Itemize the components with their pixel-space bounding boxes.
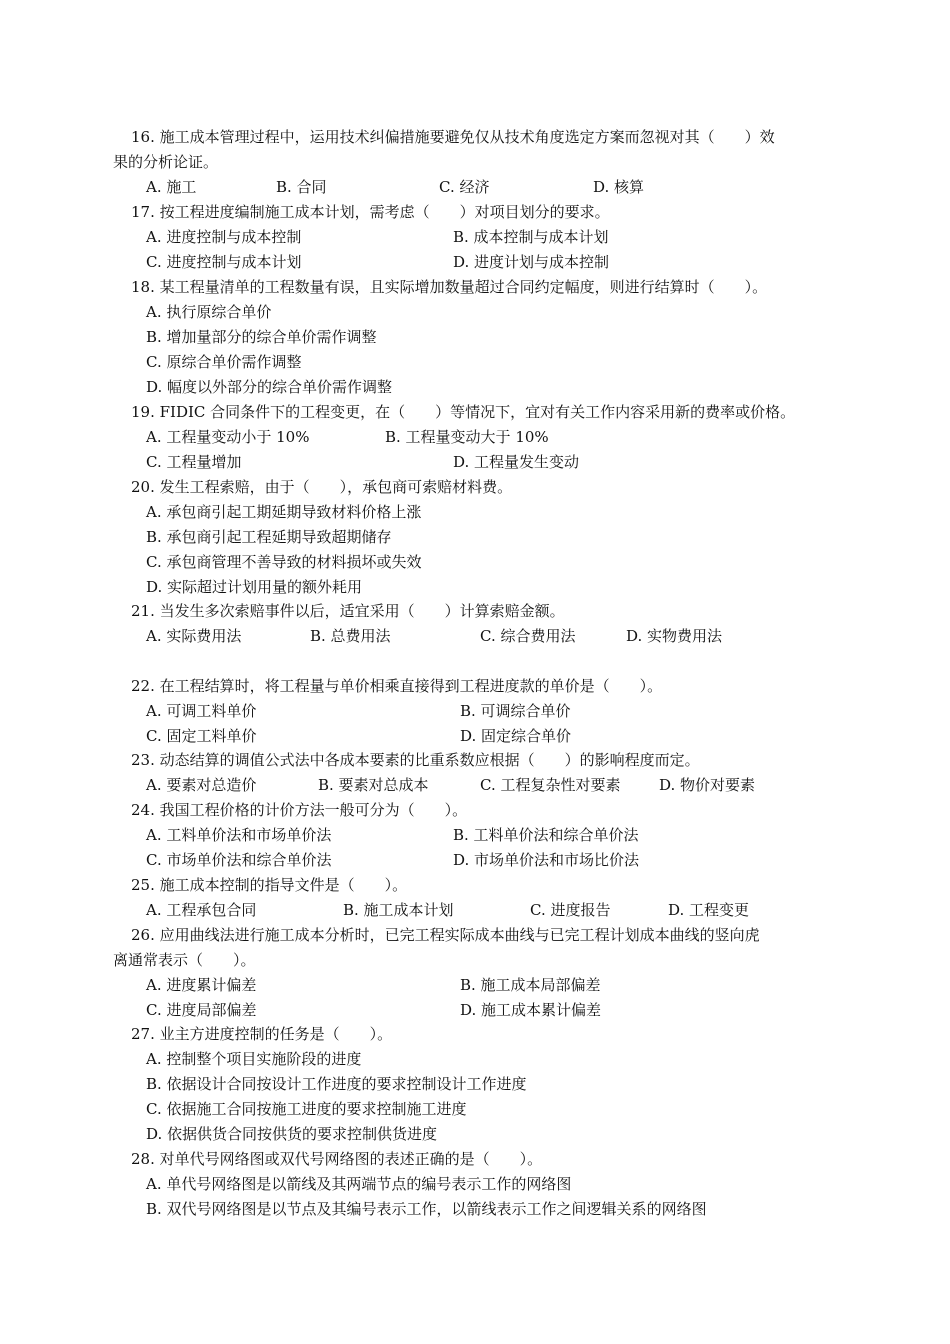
option-d: D. 工程变更	[668, 901, 750, 919]
option-b: B. 承包商引起工程延期导致超期储存	[146, 528, 392, 546]
question-stem: 26. 应用曲线法进行施工成本分析时，已完工程实际成本曲线与已完工程计划成本曲线的竖向虎	[131, 926, 760, 944]
option-a: A. 进度累计偏差	[146, 976, 257, 994]
option-c: C. 进度报告	[530, 901, 611, 919]
question-stem: 19. FIDIC 合同条件下的工程变更，在（ ）等情况下，宜对有关工作内容采用新的费率或价格。	[131, 403, 796, 421]
option-b: B. 工料单价法和综合单价法	[453, 826, 639, 844]
question-stem: 22. 在工程结算时，将工程量与单价相乘直接得到工程进度款的单价是（ ）。	[131, 677, 663, 695]
option-b: B. 成本控制与成本计划	[453, 228, 609, 246]
option-b: B. 总费用法	[310, 627, 391, 645]
option-a: A. 要素对总造价	[146, 776, 257, 794]
option-c: C. 依据施工合同按施工进度的要求控制施工进度	[146, 1100, 467, 1118]
question-stem: 20. 发生工程索赔，由于（ ），承包商可索赔材料费。	[131, 478, 513, 496]
option-b: B. 可调综合单价	[460, 702, 571, 720]
option-a: A. 执行原综合单价	[146, 303, 272, 321]
question-stem-continued: 离通常表示（ ）。	[113, 951, 256, 969]
option-a: A. 施工	[146, 178, 197, 196]
option-d: D. 幅度以外部分的综合单价需作调整	[146, 378, 393, 396]
question-stem: 17. 按工程进度编制施工成本计划，需考虑（ ）对项目划分的要求。	[131, 203, 610, 221]
option-a: A. 单代号网络图是以箭线及其两端节点的编号表示工作的网络图	[146, 1175, 572, 1193]
option-d: D. 施工成本累计偏差	[460, 1001, 602, 1019]
question-stem: 24. 我国工程价格的计价方法一般可分为（ ）。	[131, 801, 468, 819]
option-c: C. 经济	[439, 178, 490, 196]
question-stem: 21. 当发生多次索赔事件以后，适宜采用（ ）计算索赔金额。	[131, 602, 565, 620]
option-c: C. 承包商管理不善导致的材料损坏或失效	[146, 553, 422, 571]
option-a: A. 进度控制与成本控制	[146, 228, 302, 246]
option-b: B. 工程量变动大于 10%	[385, 428, 549, 446]
option-c: C. 工程复杂性对要素	[480, 776, 621, 794]
question-stem: 25. 施工成本控制的指导文件是（ ）。	[131, 876, 408, 894]
option-d: D. 实际超过计划用量的额外耗用	[146, 578, 363, 596]
question-stem: 23. 动态结算的调值公式法中各成本要素的比重系数应根据（ ）的影响程度而定。	[131, 751, 700, 769]
question-stem: 28. 对单代号网络图或双代号网络图的表述正确的是（ ）。	[131, 1150, 543, 1168]
question-stem-continued: 果的分析论证。	[113, 153, 219, 171]
question-stem: 27. 业主方进度控制的任务是（ ）。	[131, 1025, 393, 1043]
option-a: A. 可调工料单价	[146, 702, 257, 720]
option-c: C. 市场单价法和综合单价法	[146, 851, 332, 869]
option-a: A. 控制整个项目实施阶段的进度	[146, 1050, 362, 1068]
option-d: D. 实物费用法	[626, 627, 723, 645]
option-c: C. 综合费用法	[480, 627, 576, 645]
option-c: C. 固定工料单价	[146, 727, 257, 745]
option-b: B. 依据设计合同按设计工作进度的要求控制设计工作进度	[146, 1075, 527, 1093]
option-d: D. 核算	[593, 178, 645, 196]
option-b: B. 施工成本局部偏差	[460, 976, 601, 994]
option-d: D. 物价对要素	[659, 776, 756, 794]
option-b: B. 增加量部分的综合单价需作调整	[146, 328, 377, 346]
option-b: B. 施工成本计划	[343, 901, 454, 919]
option-d: D. 固定综合单价	[460, 727, 572, 745]
option-c: C. 进度控制与成本计划	[146, 253, 302, 271]
option-d: D. 依据供货合同按供货的要求控制供货进度	[146, 1125, 438, 1143]
option-a: A. 工程量变动小于 10%	[146, 428, 310, 446]
option-a: A. 承包商引起工期延期导致材料价格上涨	[146, 503, 422, 521]
option-b: B. 合同	[276, 178, 327, 196]
option-c: C. 进度局部偏差	[146, 1001, 257, 1019]
question-stem: 16. 施工成本管理过程中，运用技术纠偏措施要避免仅从技术角度选定方案而忽视对其（ ）效	[131, 128, 775, 146]
option-a: A. 工料单价法和市场单价法	[146, 826, 332, 844]
question-stem: 18. 某工程量清单的工程数量有误，且实际增加数量超过合同约定幅度，则进行结算时（ ）。	[131, 278, 768, 296]
option-a: A. 实际费用法	[146, 627, 242, 645]
option-a: A. 工程承包合同	[146, 901, 257, 919]
option-d: D. 进度计划与成本控制	[453, 253, 610, 271]
option-c: C. 工程量增加	[146, 453, 242, 471]
option-b: B. 双代号网络图是以节点及其编号表示工作，以箭线表示工作之间逻辑关系的网络图	[146, 1200, 707, 1218]
option-b: B. 要素对总成本	[318, 776, 429, 794]
option-c: C. 原综合单价需作调整	[146, 353, 302, 371]
option-d: D. 工程量发生变动	[453, 453, 580, 471]
option-d: D. 市场单价法和市场比价法	[453, 851, 640, 869]
